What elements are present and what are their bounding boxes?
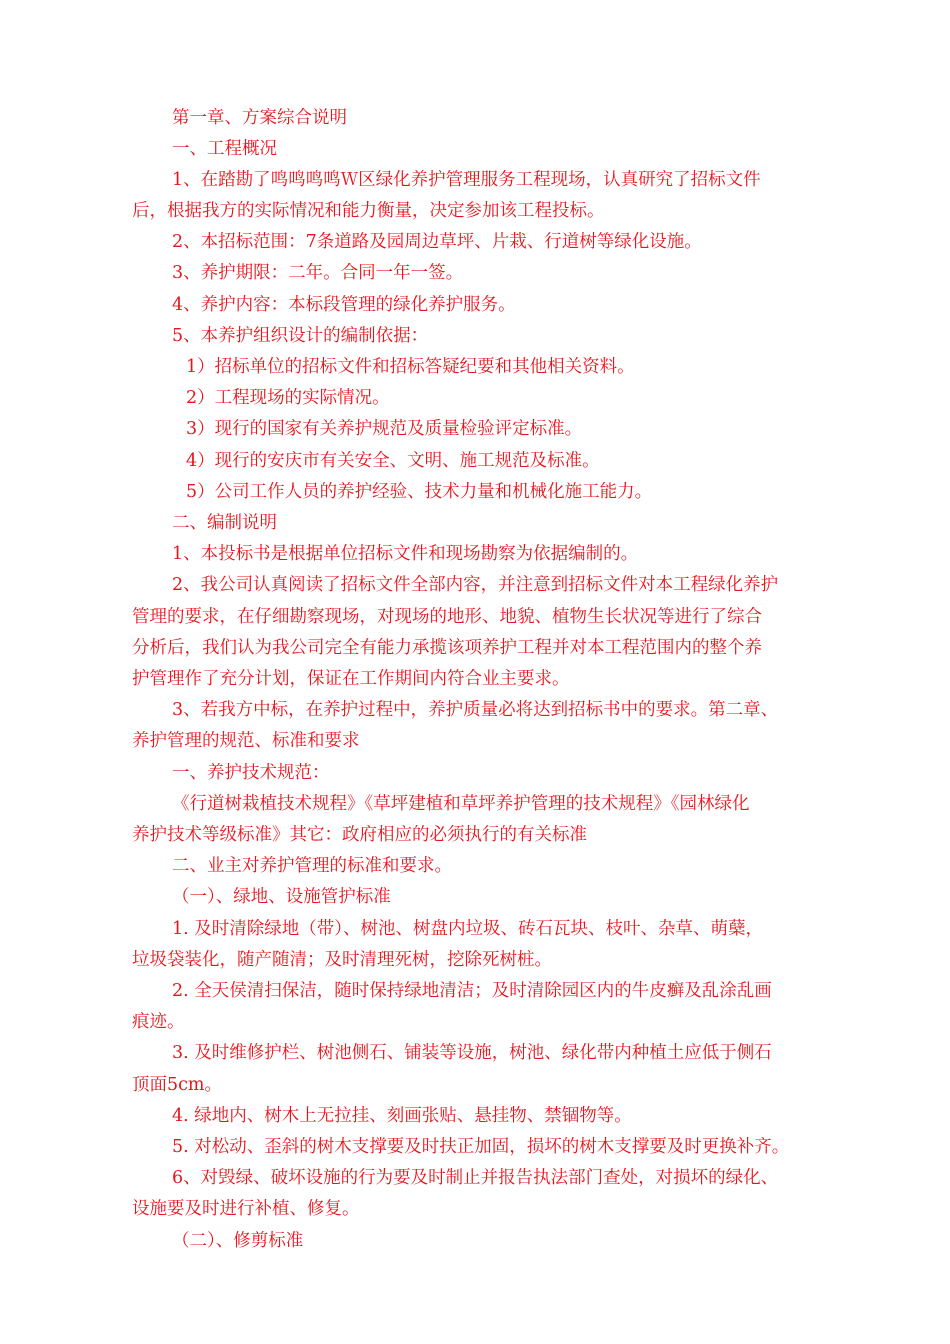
- paragraph-line: 5. 对松动、歪斜的树木支撑要及时扶正加固，损坏的树木支撑要及时更换补齐。: [172, 1137, 790, 1157]
- section-heading: 二、业主对养护管理的标准和要求。: [172, 856, 452, 876]
- paragraph-line: 2、我公司认真阅读了招标文件全部内容，并注意到招标文件对本工程绿化养护: [172, 575, 779, 595]
- paragraph-line: 5、本养护组织设计的编制依据：: [172, 326, 429, 346]
- paragraph-line: 《行道树栽植技术规程》《草坪建植和草坪养护管理的技术规程》《园林绿化: [172, 794, 750, 814]
- list-item: 2）工程现场的实际情况。: [186, 388, 390, 408]
- paragraph-line: 2、本招标范围：7条道路及园周边草坪、片栽、行道树等绿化设施。: [172, 232, 702, 252]
- subsection-heading: （二）、修剪标准: [172, 1231, 304, 1251]
- paragraph-line: 顶面5cm。: [132, 1075, 223, 1095]
- chapter-title: 第一章、方案综合说明: [172, 108, 347, 128]
- list-item: 5）公司工作人员的养护经验、技术力量和机械化施工能力。: [186, 482, 653, 502]
- paragraph-line: 管理的要求，在仔细勘察现场，对现场的地形、地貌、植物生长状况等进行了综合: [132, 607, 762, 627]
- section-heading: 一、养护技术规范：: [172, 763, 330, 783]
- paragraph-line: 垃圾袋装化，随产随清；及时清理死树，挖除死树桩。: [132, 950, 552, 970]
- paragraph-line: 1、在踏勘了鸣鸣鸣鸣Ｗ区绿化养护管理服务工程现场，认真研究了招标文件: [172, 170, 761, 190]
- paragraph-line: 4、养护内容：本标段管理的绿化养护服务。: [172, 295, 516, 315]
- paragraph-line: 3. 及时维修护栏、树池侧石、铺装等设施，树池、绿化带内种植土应低于侧石: [172, 1043, 772, 1063]
- paragraph-line: 2. 全天侯清扫保洁，随时保持绿地清洁；及时清除园区内的牛皮癣及乱涂乱画: [172, 981, 772, 1001]
- paragraph-line: 养护管理的规范、标准和要求: [132, 731, 360, 751]
- paragraph-line: 3、若我方中标，在养护过程中，养护质量必将达到招标书中的要求。第二章、: [172, 700, 779, 720]
- paragraph-line: 后，根据我方的实际情况和能力衡量，决定参加该工程投标。: [132, 201, 605, 221]
- paragraph-line: 1、本投标书是根据单位招标文件和现场勘察为依据编制的。: [172, 544, 639, 564]
- section-heading: 二、编制说明: [172, 513, 277, 533]
- paragraph-line: 6、对毁绿、破坏设施的行为要及时制止并报告执法部门查处，对损坏的绿化、: [172, 1168, 779, 1188]
- paragraph-line: 4. 绿地内、树木上无拉挂、刻画张贴、悬挂物、禁锢物等。: [172, 1106, 632, 1126]
- paragraph-line: 分析后，我们认为我公司完全有能力承揽该项养护工程并对本工程范围内的整个养: [132, 638, 762, 658]
- paragraph-line: 养护技术等级标准》其它：政府相应的必须执行的有关标准: [132, 825, 587, 845]
- paragraph-line: 设施要及时进行补植、修复。: [132, 1199, 360, 1219]
- subsection-heading: （一）、绿地、设施管护标准: [172, 887, 391, 907]
- paragraph-line: 1. 及时清除绿地（带）、树池、树盘内垃圾、砖石瓦块、枝叶、杂草、萌蘖，: [172, 919, 764, 939]
- section-heading: 一、工程概况: [172, 139, 277, 159]
- list-item: 1）招标单位的招标文件和招标答疑纪要和其他相关资料。: [186, 357, 635, 377]
- list-item: 3）现行的国家有关养护规范及质量检验评定标准。: [186, 419, 583, 439]
- paragraph-line: 3、养护期限：二年。合同一年一签。: [172, 263, 464, 283]
- list-item: 4）现行的安庆市有关安全、文明、施工规范及标准。: [186, 451, 600, 471]
- paragraph-line: 痕迹。: [132, 1012, 185, 1032]
- paragraph-line: 护管理作了充分计划，保证在工作期间内符合业主要求。: [132, 669, 570, 689]
